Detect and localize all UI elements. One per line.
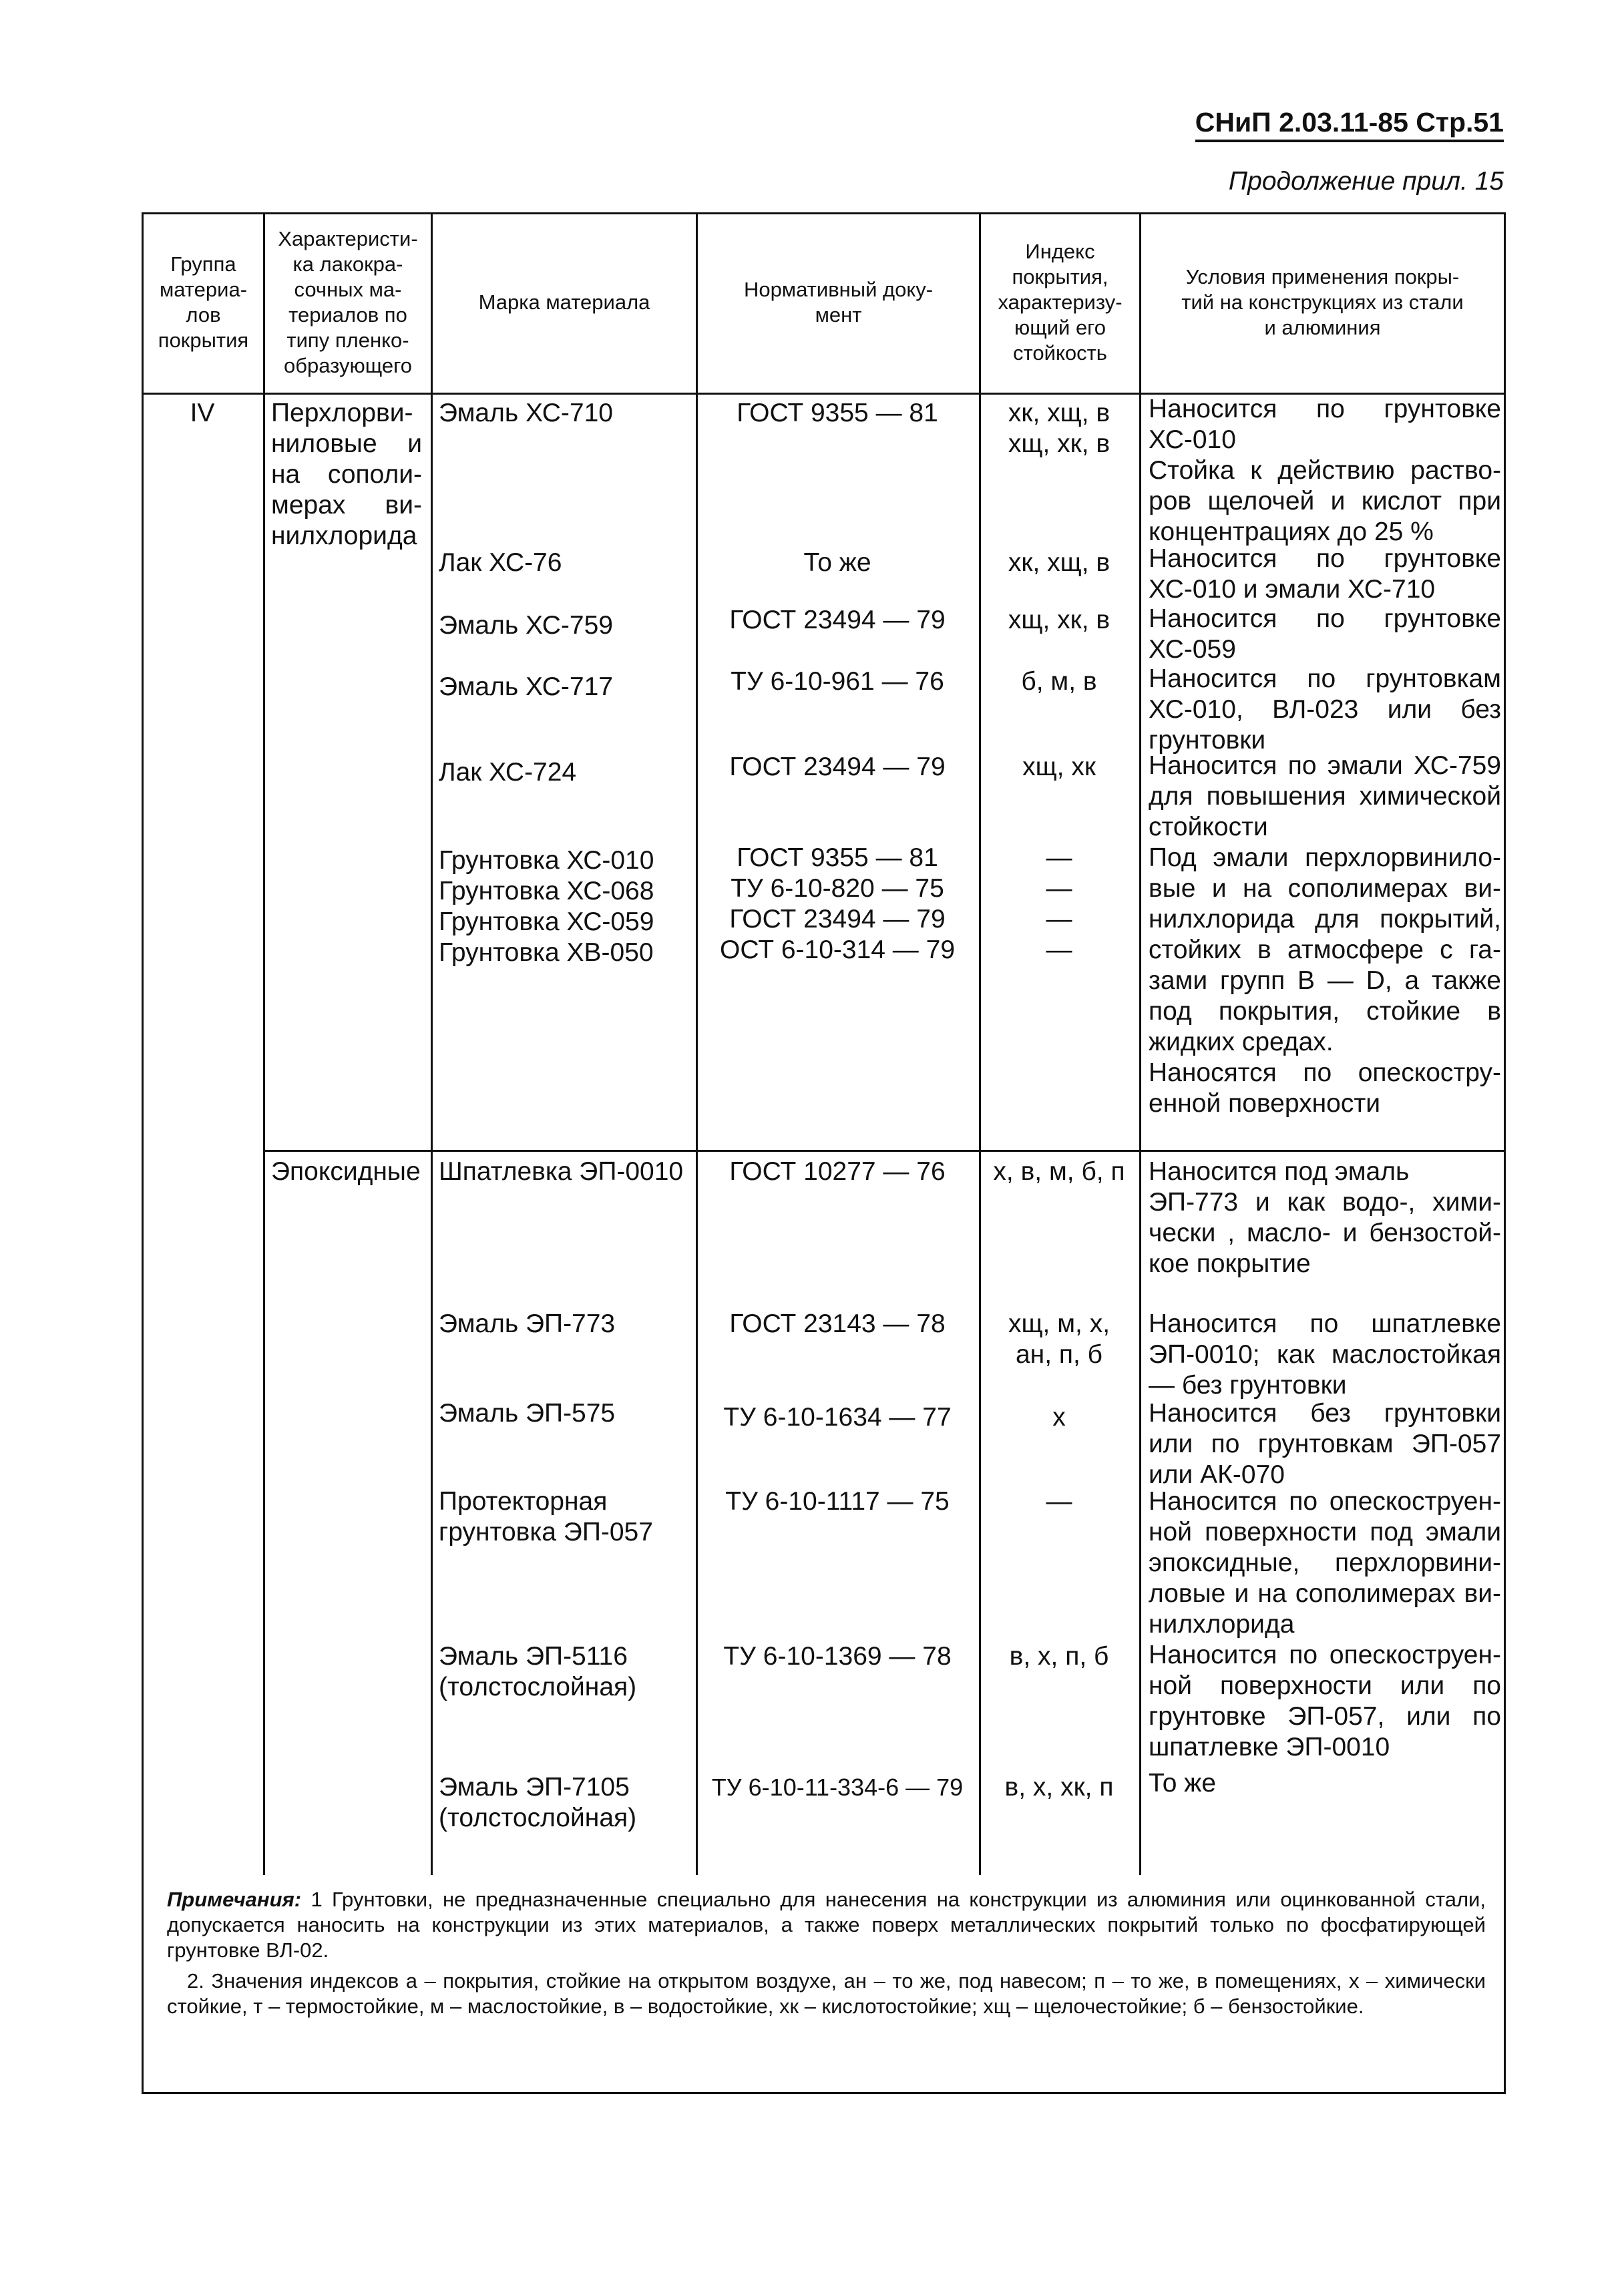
- doc-cell: ГОСТ 23143 — 78: [729, 1309, 946, 1338]
- table-right-border: [1504, 212, 1506, 2094]
- conditions-cell: Наносится по шпатлевке ЭП-0010; как маслостойкая — без грунтовки: [1149, 1309, 1501, 1400]
- column-divider: [696, 212, 698, 1875]
- conditions-cell: Наносится по грунтовке ХС-059: [1149, 604, 1501, 664]
- document-reference: СНиП 2.03.11-85 Стр.51: [1195, 107, 1504, 142]
- section-separator: [263, 1150, 1506, 1152]
- doc-cell: ГОСТ 23494 — 79: [729, 606, 946, 634]
- brand-cell: Эмаль ХС-759: [439, 611, 613, 640]
- table-notes: [167, 1887, 1486, 2025]
- doc-cell: ГОСТ 10277 — 76: [729, 1157, 946, 1186]
- index-cell: х: [1052, 1403, 1066, 1432]
- group-number: IV: [190, 399, 215, 427]
- doc-cell: ТУ 6-10-1369 — 78: [723, 1642, 952, 1671]
- index-cell: хщ, хк, в: [1008, 606, 1110, 634]
- conditions-cell: Наносится под эмаль ЭП-773 и как водо-, хими- чески , масло- и бензостой- кое покрытие: [1149, 1157, 1501, 1278]
- materials-table: [142, 212, 1506, 2094]
- index-cell: хщ, хк: [1022, 753, 1096, 781]
- index-cell: хк, хщ, в хщ, хк, в: [1008, 399, 1110, 458]
- doc-cell: ТУ 6-10-961 — 76: [731, 667, 944, 696]
- brand-cell: Эмаль ЭП-5116 (толстослойная): [439, 1642, 637, 1701]
- index-cell: хк, хщ, в: [1008, 548, 1110, 577]
- index-cell: в, х, п, б: [1009, 1642, 1109, 1671]
- index-cell: хщ, м, х, ан, п, б: [1008, 1309, 1110, 1369]
- header-conditions: Условия применения покры- тий на конструкциях из стали и алюминия: [1181, 265, 1464, 339]
- conditions-cell: Наносится по опескоструен- ной поверхности под эмали эпоксидные, перхлорвини- ловые и на сополимерах ви- нилхлорида: [1149, 1487, 1501, 1639]
- table-left-border: [142, 212, 144, 2094]
- note-2: 2. Значения индексов а – покрытия, стойкие на открытом воздухе, ан – то же, под навесом; п – то же, в помещениях, х – химически стойкие, т – термостойкие, м – маслостойкие, в – водостойкие, хк – кислотостойкие; хщ – щелочестойкие; б – бензостойкие.: [167, 1969, 1486, 2018]
- conditions-cell: Наносится по эмали ХС-759 для повышения химической стойкости: [1149, 751, 1501, 841]
- conditions-cell: Наносится без грунтовки или по грунтовкам ЭП-057 или АК-070: [1149, 1399, 1501, 1489]
- brand-cell: Эмаль ЭП-575: [439, 1399, 616, 1428]
- doc-cell: ТУ 6-10-1634 — 77: [723, 1403, 952, 1432]
- header-group: Группа материа- лов покрытия: [158, 252, 249, 352]
- conditions-cell: Наносится по грунтовке ХС-010 и эмали ХС-710: [1149, 544, 1501, 604]
- conditions-cell: Наносится по опескоструен- ной поверхности или по грунтовке ЭП-057, или по шпатлевке ЭП-0010: [1149, 1641, 1501, 1761]
- index-cell: в, х, хк, п: [1004, 1773, 1114, 1802]
- conditions-cell: Под эмали перхлорвинило- вые и на сополимерах ви- нилхлорида для покрытий, стойких в атмосфере с га- зами групп В — D, а также под покрытия, стойкие в жидких средах. Наносятся по опескостру- енной поверхности: [1149, 843, 1501, 1118]
- brand-cell: Грунтовка ХС-010 Грунтовка ХС-068 Грунтовка ХС-059 Грунтовка ХВ-050: [439, 846, 654, 967]
- header-index: Индекс покрытия, характеризу- ющий его стойкость: [998, 240, 1123, 365]
- index-cell: — — — —: [1046, 843, 1072, 964]
- brand-cell: Шпатлевка ЭП-0010: [439, 1157, 684, 1186]
- brand-cell: Эмаль ХС-717: [439, 672, 613, 701]
- brand-cell: Эмаль ЭП-7105 (толстослойная): [439, 1773, 637, 1832]
- brand-cell: Эмаль ХС-710: [439, 399, 613, 427]
- doc-cell: ГОСТ 9355 — 81 ТУ 6-10-820 — 75 ГОСТ 23494 — 79 ОСТ 6-10-314 — 79: [719, 843, 956, 964]
- doc-cell: ГОСТ 23494 — 79: [729, 753, 946, 781]
- doc-cell: ТУ 6-10-1117 — 75: [725, 1487, 950, 1516]
- index-cell: —: [1046, 1487, 1072, 1516]
- column-divider: [1139, 212, 1141, 1875]
- brand-cell: Лак ХС-76: [439, 548, 562, 577]
- section2-characteristic: Эпоксидные: [271, 1157, 421, 1186]
- column-divider: [263, 212, 265, 1875]
- column-divider: [431, 212, 433, 1875]
- brand-cell: Протекторная грунтовка ЭП-057: [439, 1487, 653, 1546]
- table-bottom-border: [142, 2092, 1506, 2094]
- column-divider: [979, 212, 981, 1875]
- section1-characteristic: Перхлорви- ниловые и на сополи- мерах ви- нилхлорида: [271, 399, 422, 550]
- note-1: Примечания: 1 Грунтовки, не предназначенные специально для нанесения на конструкции из алюминия или оцинкованной стали, допускается наносить на конструкции из этих материалов, а также поверх металлических покрытий только по фосфатирующей грунтовке ВЛ-02.: [167, 1888, 1486, 1962]
- conditions-cell: То же: [1149, 1769, 1217, 1798]
- continuation-label: Продолжение прил. 15: [1228, 167, 1504, 196]
- doc-cell: То же: [803, 548, 871, 577]
- brand-cell: Эмаль ЭП-773: [439, 1309, 616, 1338]
- brand-cell: Лак ХС-724: [439, 758, 577, 787]
- header-normative: Нормативный доку- мент: [743, 278, 934, 327]
- index-cell: х, в, м, б, п: [993, 1157, 1125, 1186]
- header-characteristic: Характеристи- ка лакокра- сочных ма- териалов по типу пленко- образующего: [278, 227, 418, 377]
- index-cell: б, м, в: [1021, 667, 1097, 696]
- doc-cell: ТУ 6-10-11-334-6 — 79: [711, 1774, 964, 1801]
- doc-cell: ГОСТ 9355 — 81: [737, 399, 938, 427]
- notes-title: Примечания:: [167, 1888, 302, 1911]
- conditions-cell: Наносится по грунтовкам ХС-010, ВЛ-023 или без грунтовки: [1149, 664, 1501, 755]
- conditions-cell: Наносится по грунтовке ХС-010 Стойка к действию раство- ров щелочей и кислот при концентрациях до 25 %: [1149, 395, 1501, 546]
- header-brand: Марка материала: [478, 290, 650, 314]
